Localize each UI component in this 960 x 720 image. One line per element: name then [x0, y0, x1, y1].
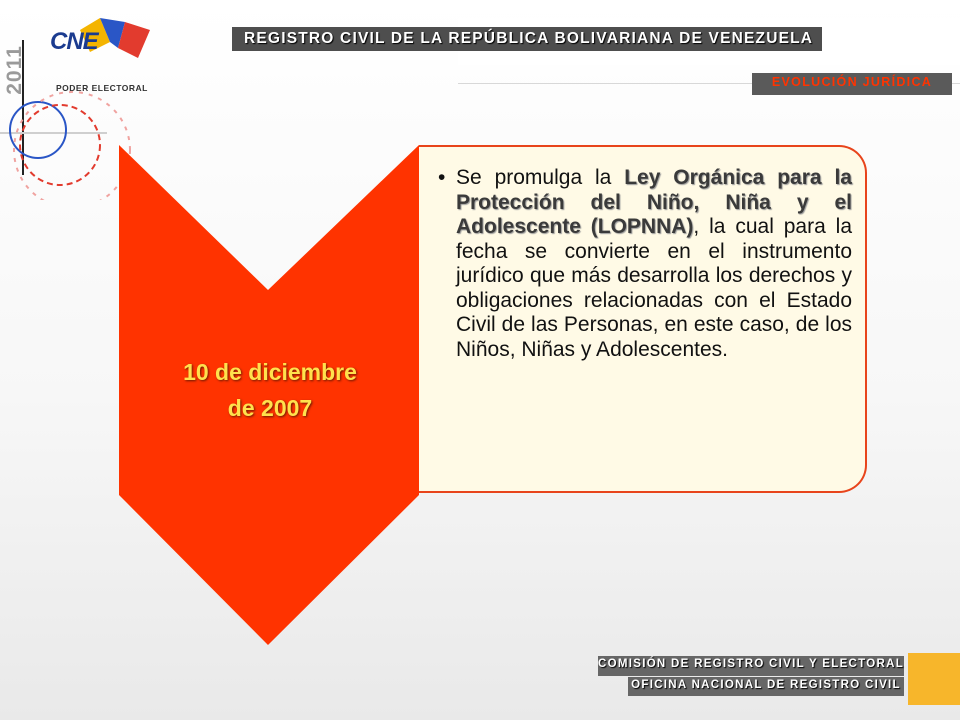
footer-line-1: COMISIÓN DE REGISTRO CIVIL Y ELECTORAL: [598, 658, 905, 670]
section-subtitle: EVOLUCIÓN JURÍDICA: [771, 75, 933, 89]
page-title: REGISTRO CIVIL DE LA REPÚBLICA BOLIVARIANA DE VENEZUELA: [244, 30, 814, 47]
logo-subtitle: PODER ELECTORAL: [56, 83, 148, 93]
content-body: , la cual para la fecha se convierte en el instrumento jurídico que más desarrolla los derechos y obligaciones relacionadas con el Estado Civil de las Personas, en este caso, de los Niños, Niñas y Adolescentes.: [456, 215, 852, 361]
footer-line-2: OFICINA NACIONAL DE REGISTRO CIVIL: [631, 679, 901, 691]
content-intro: Se promulga la: [456, 166, 625, 189]
corner-accent-square: [908, 653, 960, 705]
date-line-2: de 2007: [227, 395, 313, 421]
law-name: Ley Orgánica para la Protección del Niño, Niña y el Adolescente (LOPNNA): [456, 166, 852, 238]
date-line-1: 10 de diciembre: [183, 359, 357, 385]
bullet-icon: •: [438, 166, 446, 189]
year-label: 2011: [3, 45, 26, 95]
content-paragraph: [438, 166, 852, 362]
date-label: [120, 354, 420, 426]
logo-text: CNE: [50, 28, 98, 55]
